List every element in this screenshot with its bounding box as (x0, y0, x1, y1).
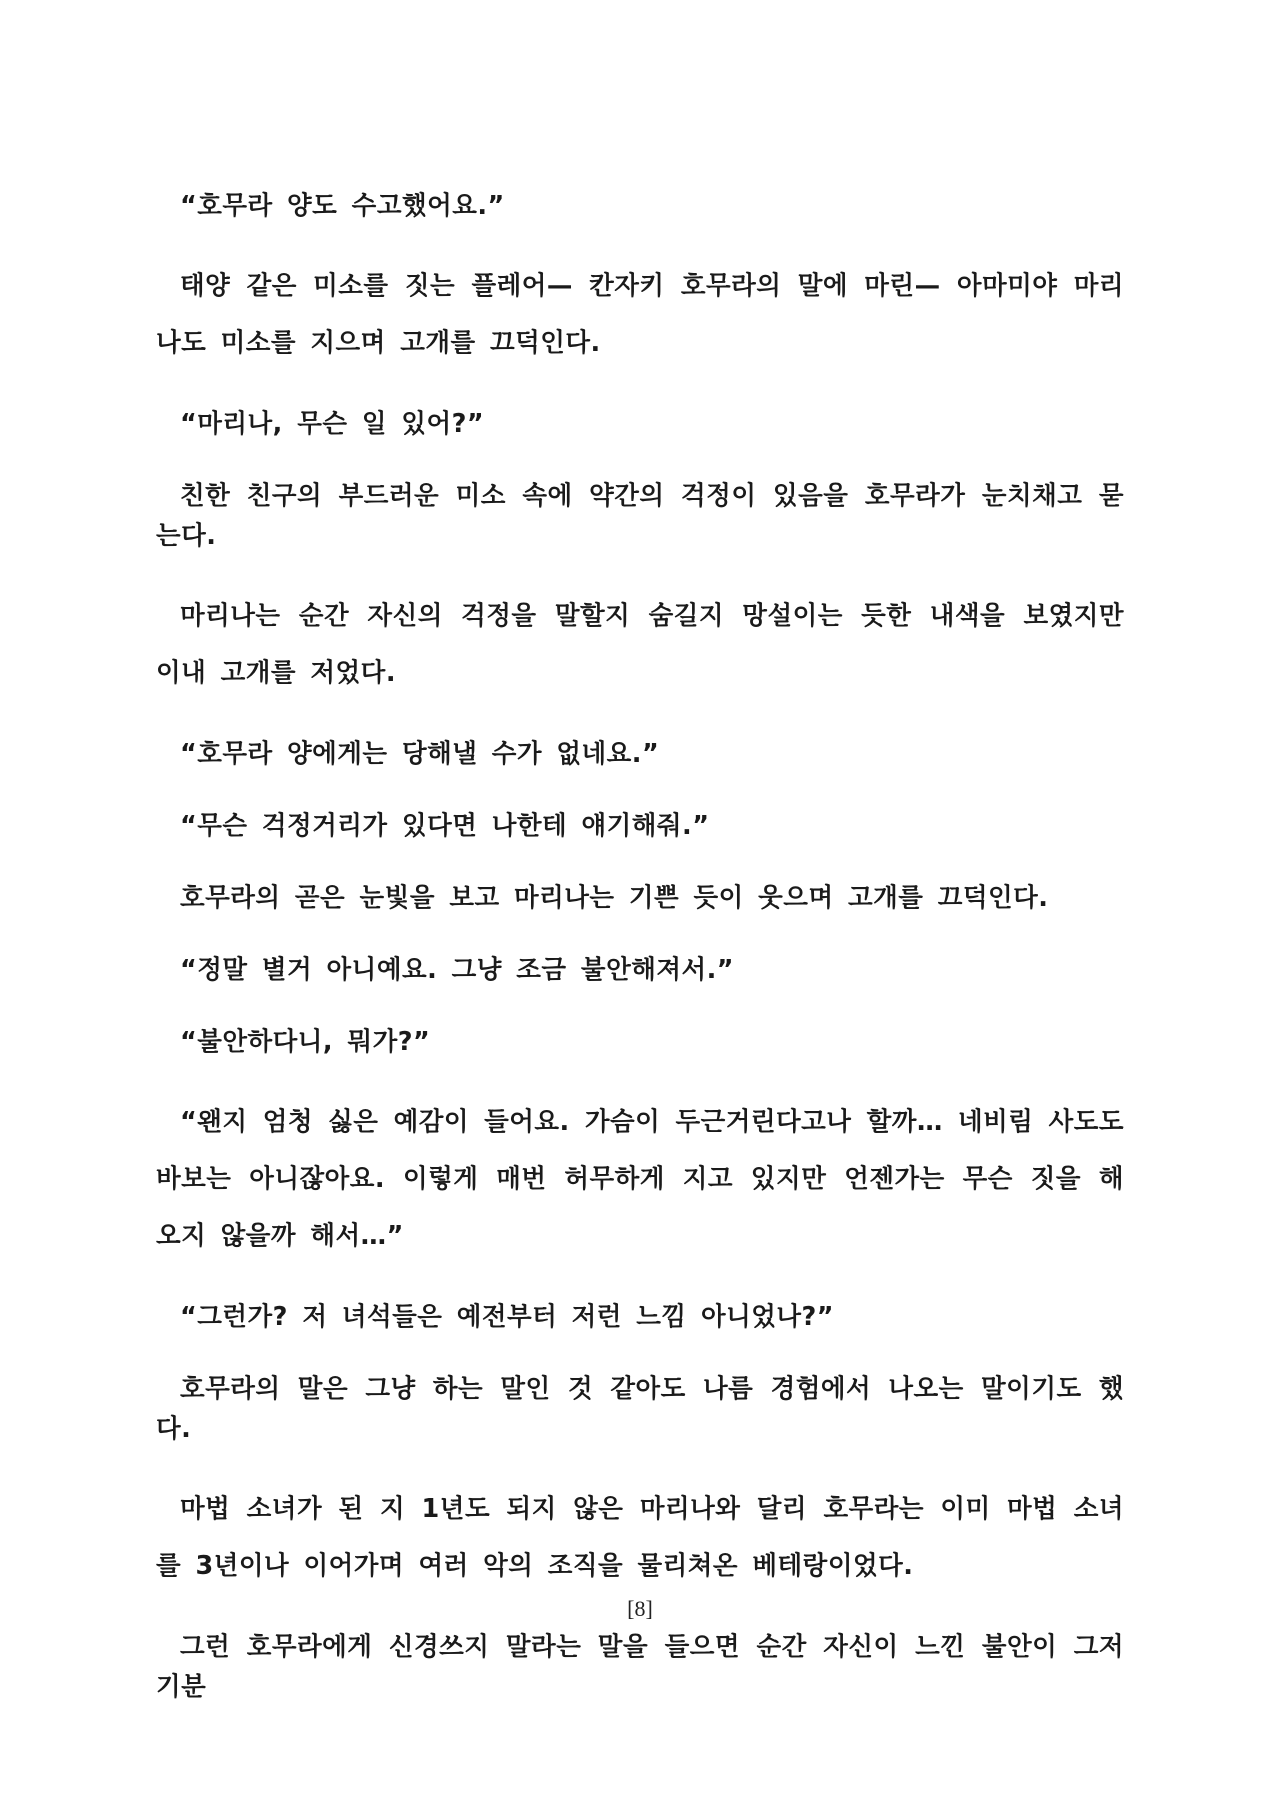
paragraph-dialogue: “정말 별거 아니예요. 그냥 조금 불안해져서.” (180, 955, 735, 985)
paragraph-narration: 그런 호무라에게 신경쓰지 말라는 말을 들으면 순간 자신이 느낀 불안이 그저 기분 (156, 1632, 1124, 1702)
paragraph-dialogue: “호무라 양도 수고했어요.” (180, 191, 505, 221)
paragraph-narration: 마리나는 순간 자신의 걱정을 말할지 숨길지 망설이는 듯한 내색을 보였지만 이내 고개를 저었다. (156, 601, 1124, 688)
paragraph-dialogue: “무슨 걱정거리가 있다면 나한테 얘기해줘.” (180, 811, 710, 841)
paragraph-dialogue: “왠지 엄청 싫은 예감이 들어요. 가슴이 두근거린다고나 할까… 네비림 사도도 바보는 아니잖아요. 이렇게 매번 허무하게 지고 있지만 언젠가는 무슨 짓을 해 오지 않을까 해서…” (156, 1107, 1124, 1251)
paragraph-dialogue: “호무라 양에게는 당해낼 수가 없네요.” (180, 739, 660, 769)
page-body (156, 186, 1124, 1739)
paragraph-narration: 호무라의 곧은 눈빛을 보고 마리나는 기쁜 듯이 웃으며 고개를 끄덕인다. (180, 883, 1049, 913)
paragraph-narration: 친한 친구의 부드러운 미소 속에 약간의 걱정이 있음을 호무라가 눈치채고 묻는다. (156, 481, 1124, 551)
page-number: [8] (627, 1596, 653, 1621)
paragraph-narration: 호무라의 말은 그냥 하는 말인 것 같아도 나름 경험에서 나오는 말이기도 했다. (156, 1374, 1124, 1444)
paragraph-dialogue: “그런가? 저 녀석들은 예전부터 저런 느낌 아니었나?” (180, 1302, 835, 1332)
paragraph-narration: 마법 소녀가 된 지 1년도 되지 않은 마리나와 달리 호무라는 이미 마법 소녀를 3년이나 이어가며 여러 악의 조직을 물리쳐온 베테랑이었다. (156, 1494, 1124, 1581)
paragraph-dialogue: “마리나, 무슨 일 있어?” (180, 409, 485, 439)
paragraph-narration: 태양 같은 미소를 짓는 플레어— 칸자키 호무라의 말에 마린— 아마미야 마리나도 미소를 지으며 고개를 끄덕인다. (156, 271, 1124, 358)
paragraph-dialogue: “불안하다니, 뭐가?” (180, 1027, 431, 1057)
